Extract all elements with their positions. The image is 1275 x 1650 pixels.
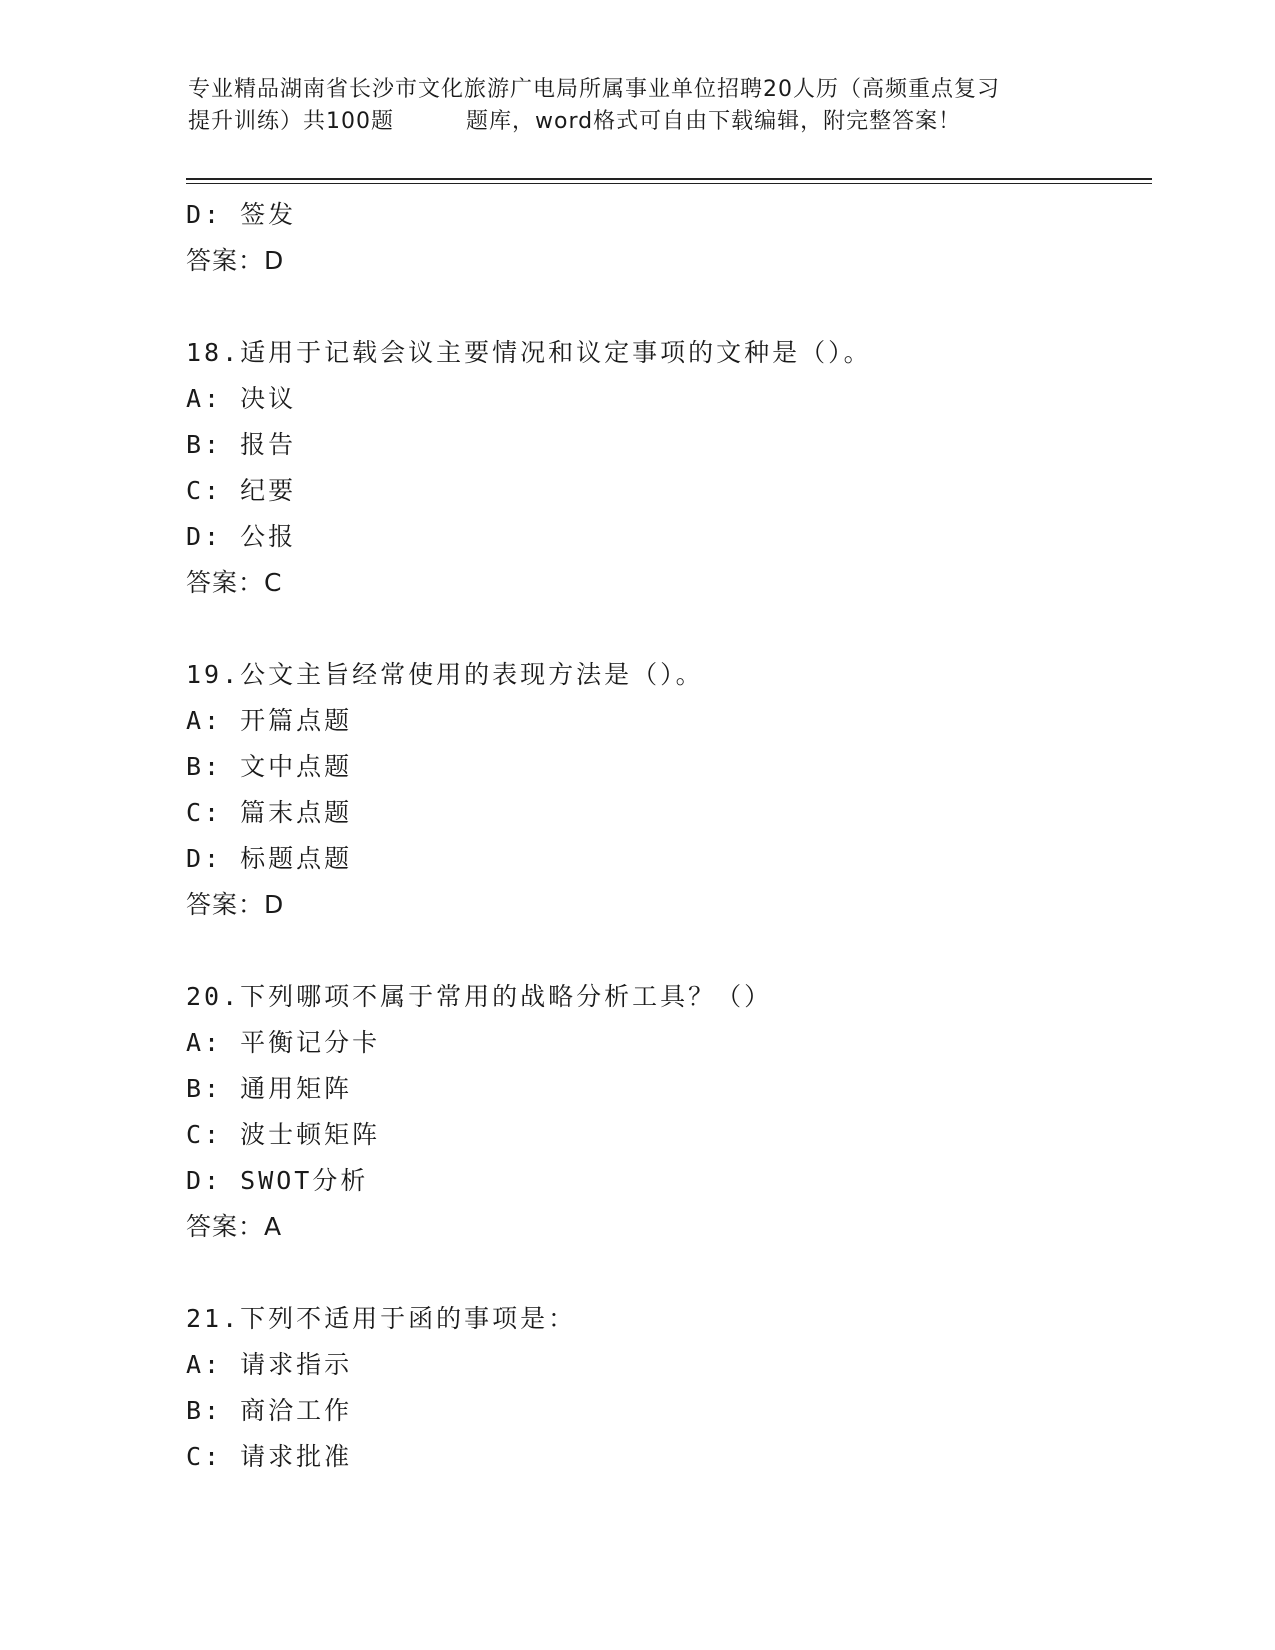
header-line-2-part-2: 题库，word格式可自由下载编辑，附完整答案！ (466, 109, 962, 134)
option-line: A: 开篇点题 (186, 706, 353, 735)
option-line: C: 波士顿矩阵 (186, 1120, 381, 1149)
header-divider-thin (186, 183, 1152, 184)
option-line: D: SWOT分析 (186, 1166, 369, 1195)
question-text: 19.公文主旨经常使用的表现方法是（）。 (186, 660, 704, 689)
header-line-2 (188, 106, 1088, 138)
answer-line: 答案：C (186, 568, 283, 597)
option-line: B: 文中点题 (186, 752, 353, 781)
spacer (186, 928, 1146, 974)
option-line: D: 公报 (186, 522, 297, 551)
answer-line: 答案：A (186, 1212, 283, 1241)
option-line: C: 纪要 (186, 476, 297, 505)
answer-line: 答案：D (186, 890, 285, 919)
spacer (186, 284, 1146, 330)
option-line: A: 决议 (186, 384, 297, 413)
option-line: A: 请求指示 (186, 1350, 353, 1379)
option-line: D: 标题点题 (186, 844, 353, 873)
page-header (188, 74, 1088, 138)
question-list (186, 192, 1146, 1480)
header-divider-thick (186, 178, 1152, 180)
option-line: B: 报告 (186, 430, 297, 459)
question-text: 18.适用于记载会议主要情况和议定事项的文种是（）。 (186, 338, 872, 367)
option-line: C: 请求批准 (186, 1442, 353, 1471)
option-line: D: 签发 (186, 200, 297, 229)
option-line: A: 平衡记分卡 (186, 1028, 381, 1057)
option-line: C: 篇末点题 (186, 798, 353, 827)
header-line-2-part-1: 提升训练）共100题 (188, 109, 394, 134)
spacer (186, 606, 1146, 652)
option-line: B: 通用矩阵 (186, 1074, 353, 1103)
question-text: 21.下列不适用于函的事项是： (186, 1304, 577, 1333)
option-line: B: 商洽工作 (186, 1396, 353, 1425)
question-text: 20.下列哪项不属于常用的战略分析工具？（） (186, 982, 773, 1011)
answer-line: 答案：D (186, 246, 285, 275)
header-line-1: 专业精品湖南省长沙市文化旅游广电局所属事业单位招聘20人历（高频重点复习 (188, 77, 1000, 102)
spacer (186, 1250, 1146, 1296)
